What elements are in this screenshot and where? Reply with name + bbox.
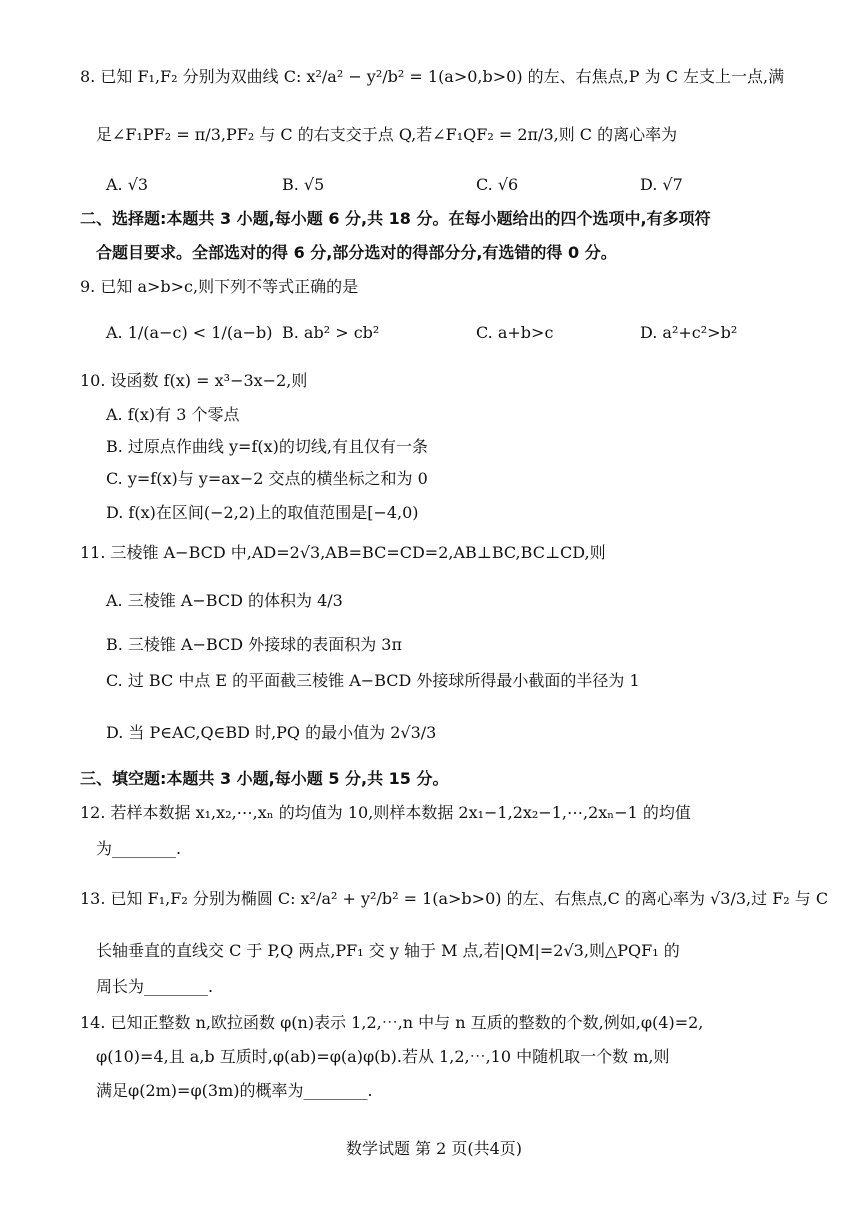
q11-stem: 11. 三棱锥 A−BCD 中,AD=2√3,AB=BC=CD=2,AB⊥BC,BC⊥CD,则 — [80, 543, 606, 562]
q10-option-d: D. f(x)在区间(−2,2)上的取值范围是[−4,0) — [106, 503, 419, 522]
q11-option-b: B. 三棱锥 A−BCD 外接球的表面积为 3π — [106, 635, 402, 654]
q9-option-c: C. a+b>c — [476, 323, 554, 342]
q14-line-3: 满足φ(2m)=φ(3m)的概率为________. — [96, 1081, 373, 1100]
q8-option-c: C. √6 — [476, 175, 519, 194]
q12-line-2: 为________. — [96, 839, 182, 858]
q14-line-1: 14. 已知正整数 n,欧拉函数 φ(n)表示 1,2,⋯,n 中与 n 互质的整数的个数,例如,φ(4)=2, — [80, 1013, 704, 1032]
q13-line-2: 长轴垂直的直线交 C 于 P,Q 两点,PF₁ 交 y 轴于 M 点,若|QM|=2√3,则△PQF₁ 的 — [96, 941, 680, 960]
q10-option-b: B. 过原点作曲线 y=f(x)的切线,有且仅有一条 — [106, 437, 428, 456]
q8-option-d: D. √7 — [640, 175, 683, 194]
q10-option-a: A. f(x)有 3 个零点 — [106, 405, 240, 424]
q13-line-1: 13. 已知 F₁,F₂ 分别为椭圆 C: x²/a² + y²/b² = 1(a>b>0) 的左、右焦点,C 的离心率为 √3/3,过 F₂ 与 C — [80, 889, 829, 908]
q12-line-1: 12. 若样本数据 x₁,x₂,⋯,xₙ 的均值为 10,则样本数据 2x₁−1,2x₂−1,⋯,2xₙ−1 的均值 — [80, 803, 691, 822]
q8-line-2: 足∠F₁PF₂ = π/3,PF₂ 与 C 的右支交于点 Q,若∠F₁QF₂ = 2π/3,则 C 的离心率为 — [96, 125, 678, 144]
section-3-heading: 三、填空题:本题共 3 小题,每小题 5 分,共 15 分。 — [80, 769, 449, 788]
q11-option-a: A. 三棱锥 A−BCD 的体积为 4/3 — [106, 591, 343, 610]
q10-option-c: C. y=f(x)与 y=ax−2 交点的横坐标之和为 0 — [106, 469, 428, 488]
page-footer: 数学试题 第 2 页(共4页) — [345, 1139, 523, 1158]
q10-stem: 10. 设函数 f(x) = x³−3x−2,则 — [80, 371, 308, 390]
q9-option-d: D. a²+c²>b² — [640, 323, 738, 342]
q9-option-a: A. 1/(a−c) < 1/(a−b) — [106, 323, 273, 342]
q11-option-d: D. 当 P∈AC,Q∈BD 时,PQ 的最小值为 2√3/3 — [106, 723, 437, 742]
q8-option-a: A. √3 — [106, 175, 149, 194]
section-2-heading-line-1: 二、选择题:本题共 3 小题,每小题 6 分,共 18 分。在每小题给出的四个选项中,有多项符 — [80, 209, 711, 228]
q9-option-b: B. ab² > cb² — [282, 323, 380, 342]
q11-option-c: C. 过 BC 中点 E 的平面截三棱锥 A−BCD 外接球所得最小截面的半径为 1 — [106, 671, 640, 690]
q9-stem: 9. 已知 a>b>c,则下列不等式正确的是 — [80, 277, 359, 296]
q14-line-2: φ(10)=4,且 a,b 互质时,φ(ab)=φ(a)φ(b).若从 1,2,⋯,10 中随机取一个数 m,则 — [96, 1047, 670, 1066]
q13-line-3: 周长为________. — [96, 977, 214, 996]
q8-option-b: B. √5 — [282, 175, 325, 194]
section-2-heading-line-2: 合题目要求。全部选对的得 6 分,部分选对的得部分分,有选错的得 0 分。 — [96, 243, 617, 262]
q8-line-1: 8. 已知 F₁,F₂ 分别为双曲线 C: x²/a² − y²/b² = 1(a>0,b>0) 的左、右焦点,P 为 C 左支上一点,满 — [80, 67, 785, 86]
